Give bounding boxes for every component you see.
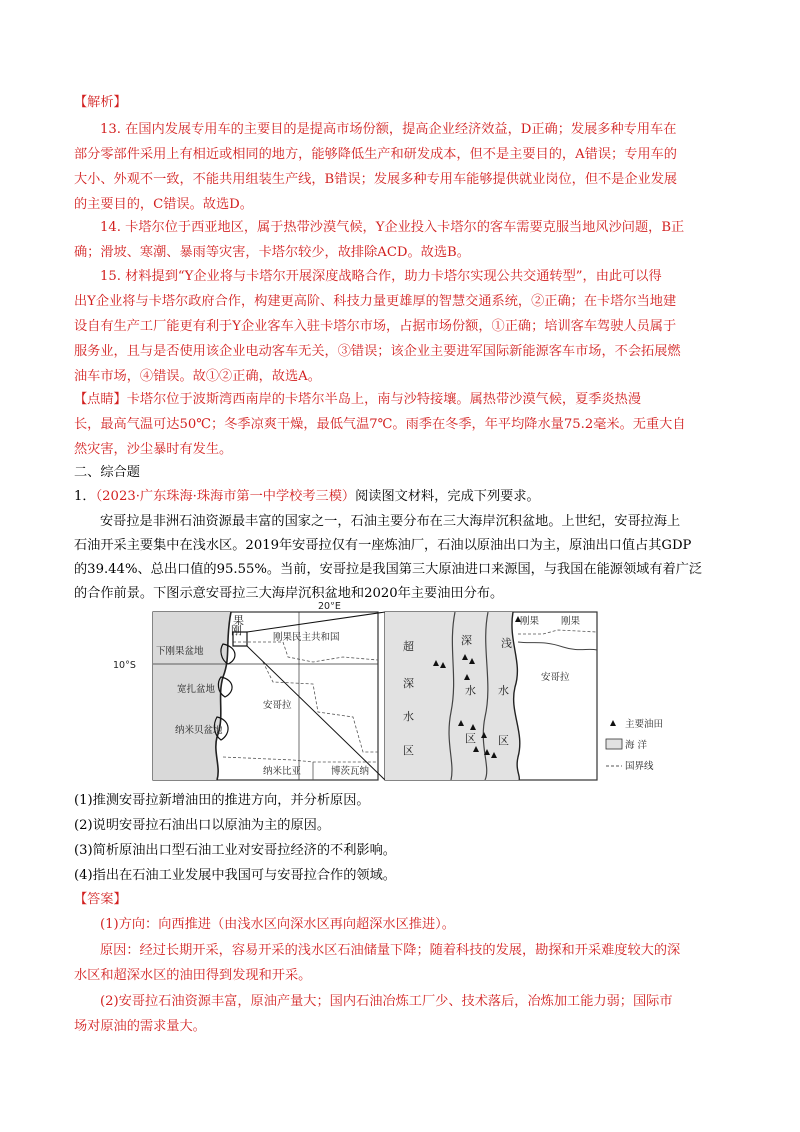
inset-label: 浅: [501, 637, 512, 650]
section-title: 二、综合题: [74, 465, 140, 480]
inset-label: 水: [403, 710, 414, 723]
answer-line: 场对原油的需求量大。: [74, 1019, 206, 1034]
inset-label: 深: [461, 634, 472, 647]
map-label: 宽扎盆地: [177, 684, 216, 695]
analysis-q14-line: 确；滑坡、寒潮、暴雨等灾害，卡塔尔较少，故排除ACD。故选B。: [74, 245, 470, 260]
passage-line: 的39.44%、总出口值的95.55%。当前，安哥拉是我国第三大原油进口来源国，与我国在能源领域有着广泛: [74, 562, 703, 577]
inset-label: 区: [465, 732, 476, 745]
legend-label: 主要油田: [625, 719, 664, 730]
question-item: (1)推测安哥拉新增油田的推进方向，并分析原因。: [74, 793, 370, 808]
map-label: 果: [233, 614, 244, 627]
inset-label: 深: [403, 677, 414, 690]
inset-label: 刚果: [520, 616, 540, 627]
tip-text: 卡塔尔位于波斯湾西南岸的卡塔尔半岛上，南与沙特接壤。属热带沙漠气候，夏季炎热漫: [126, 392, 642, 407]
answer-line: (2)安哥拉石油资源丰富，原油产量大；国内石油冶炼工厂少、技术落后，冶炼加工能力弱；国际市: [100, 994, 673, 1009]
map-lat-label: 10°S: [113, 660, 136, 671]
legend-oilfield-icon: [610, 720, 616, 726]
analysis-q15-line: 出Y企业将与卡塔尔政府合作，构建更高阶、科技力量更雄厚的智慧交通系统，②正确；在卡塔尔当地建: [74, 294, 677, 309]
answer-line: (1)方向：向西推进（由浅水区向深水区再向超深水区推进）。: [100, 917, 455, 932]
tip-line: 长，最高气温可达50℃；冬季凉爽干燥，最低气温7℃。雨季在冬季，年平均降水量75.2毫米。无重大自: [74, 417, 686, 432]
map-label: 纳米贝盆地: [175, 725, 223, 736]
legend-label: 海 洋: [625, 740, 648, 751]
inset-label: 水: [465, 684, 476, 697]
map-label: 下刚果盆地: [156, 646, 204, 657]
inset-label: 超: [403, 640, 414, 653]
tip-line-first: [74, 390, 641, 410]
question-item: (3)简析原油出口型石油工业对安哥拉经济的不利影响。: [74, 843, 396, 858]
tip-label: 【点睛】: [74, 392, 127, 407]
analysis-q13-line: 大小、外观不一致，不能共用组装生产线，B错误；发展多种专用车能够提供就业岗位，但不是企业发展: [74, 172, 678, 187]
analysis-q15-line: 设自有生产工厂能更有利于Y企业客车入驻卡塔尔市场，占据市场份额，①正确；培训客车驾驶人员属于: [74, 319, 677, 334]
answer-line: 原因：经过长期开采，容易开采的浅水区石油储量下降；随着科技的发展，勘探和开采难度较大的深: [100, 943, 681, 958]
passage-line: 安哥拉是非洲石油资源最丰富的国家之一，石油主要分布在三大海岸沉积盆地。上世纪，安哥拉海上: [100, 514, 681, 529]
map-label: 博茨瓦纳: [331, 766, 370, 777]
question-instruction: 阅读图文材料，完成下列要求。: [355, 489, 540, 504]
analysis-q15-line: 油车市场，④错误。故①②正确，故选A。: [74, 369, 321, 384]
analysis-q13-line: 的主要目的，C错误。故选D。: [74, 197, 253, 212]
analysis-q15-line: 服务业，且与是否使用该企业电动客车无关，③错误；该企业主要进军国际新能源客车市场，不会拓展燃: [74, 344, 681, 359]
inset-label: 区: [403, 744, 414, 757]
map-label: 刚: [231, 624, 242, 637]
angola-oil-map: [113, 602, 698, 784]
map-label: 安哥拉: [263, 700, 292, 711]
passage-line: 的合作前景。下图示意安哥拉三大海岸沉积盆地和2020年主要油田分布。: [74, 586, 504, 601]
legend-label: 国界线: [625, 761, 654, 772]
legend-ocean-swatch: [606, 739, 622, 749]
answer-header: 【答案】: [74, 892, 127, 907]
passage-line: 石油开采主要集中在浅水区。2019年安哥拉仅有一座炼油厂，石油以原油出口为主，原油出口值占其GDP: [74, 538, 692, 553]
analysis-q14-line: 14. 卡塔尔位于西亚地区，属于热带沙漠气候，Y企业投入卡塔尔的客车需要克服当地风沙问题，B正: [100, 220, 685, 235]
analysis-q15-line: 15. 材料提到“Y企业将与卡塔尔开展深度战略合作，助力卡塔尔实现公共交通转型”，由此可以得: [100, 269, 662, 284]
inset-label: 刚果: [561, 616, 581, 627]
analysis-header: 【解析】: [74, 95, 127, 110]
map-label: 刚果民主共和国: [273, 632, 340, 643]
map-top-label: 20°E: [318, 602, 341, 612]
tip-line: 然灾害，沙尘暴时有发生。: [74, 442, 233, 457]
inset-label: 安哥拉: [541, 672, 570, 683]
question-source: （2023·广东珠海·珠海市第一中学校考三模）: [95, 489, 356, 504]
question-item: (4)指出在石油工业发展中我国可与安哥拉合作的领域。: [74, 868, 396, 883]
analysis-q13-line: 13. 在国内发展专用车的主要目的是提高市场份额，提高企业经济效益，D正确；发展多种专用车在: [100, 122, 677, 137]
answer-line: 水区和超深水区的油田得到发现和开采。: [74, 968, 312, 983]
map-label: 纳米比亚: [263, 766, 302, 777]
question-number: 1．: [74, 489, 96, 504]
question-1-heading: [74, 487, 540, 507]
question-item: (2)说明安哥拉石油出口以原油为主的原因。: [74, 818, 331, 833]
analysis-q13-line: 部分零部件采用上有相近或相同的地方，能够降低生产和研发成本，但不是主要目的，A错误；专用车的: [74, 147, 677, 162]
inset-label: 水: [498, 684, 509, 697]
inset-label: 区: [498, 734, 509, 747]
